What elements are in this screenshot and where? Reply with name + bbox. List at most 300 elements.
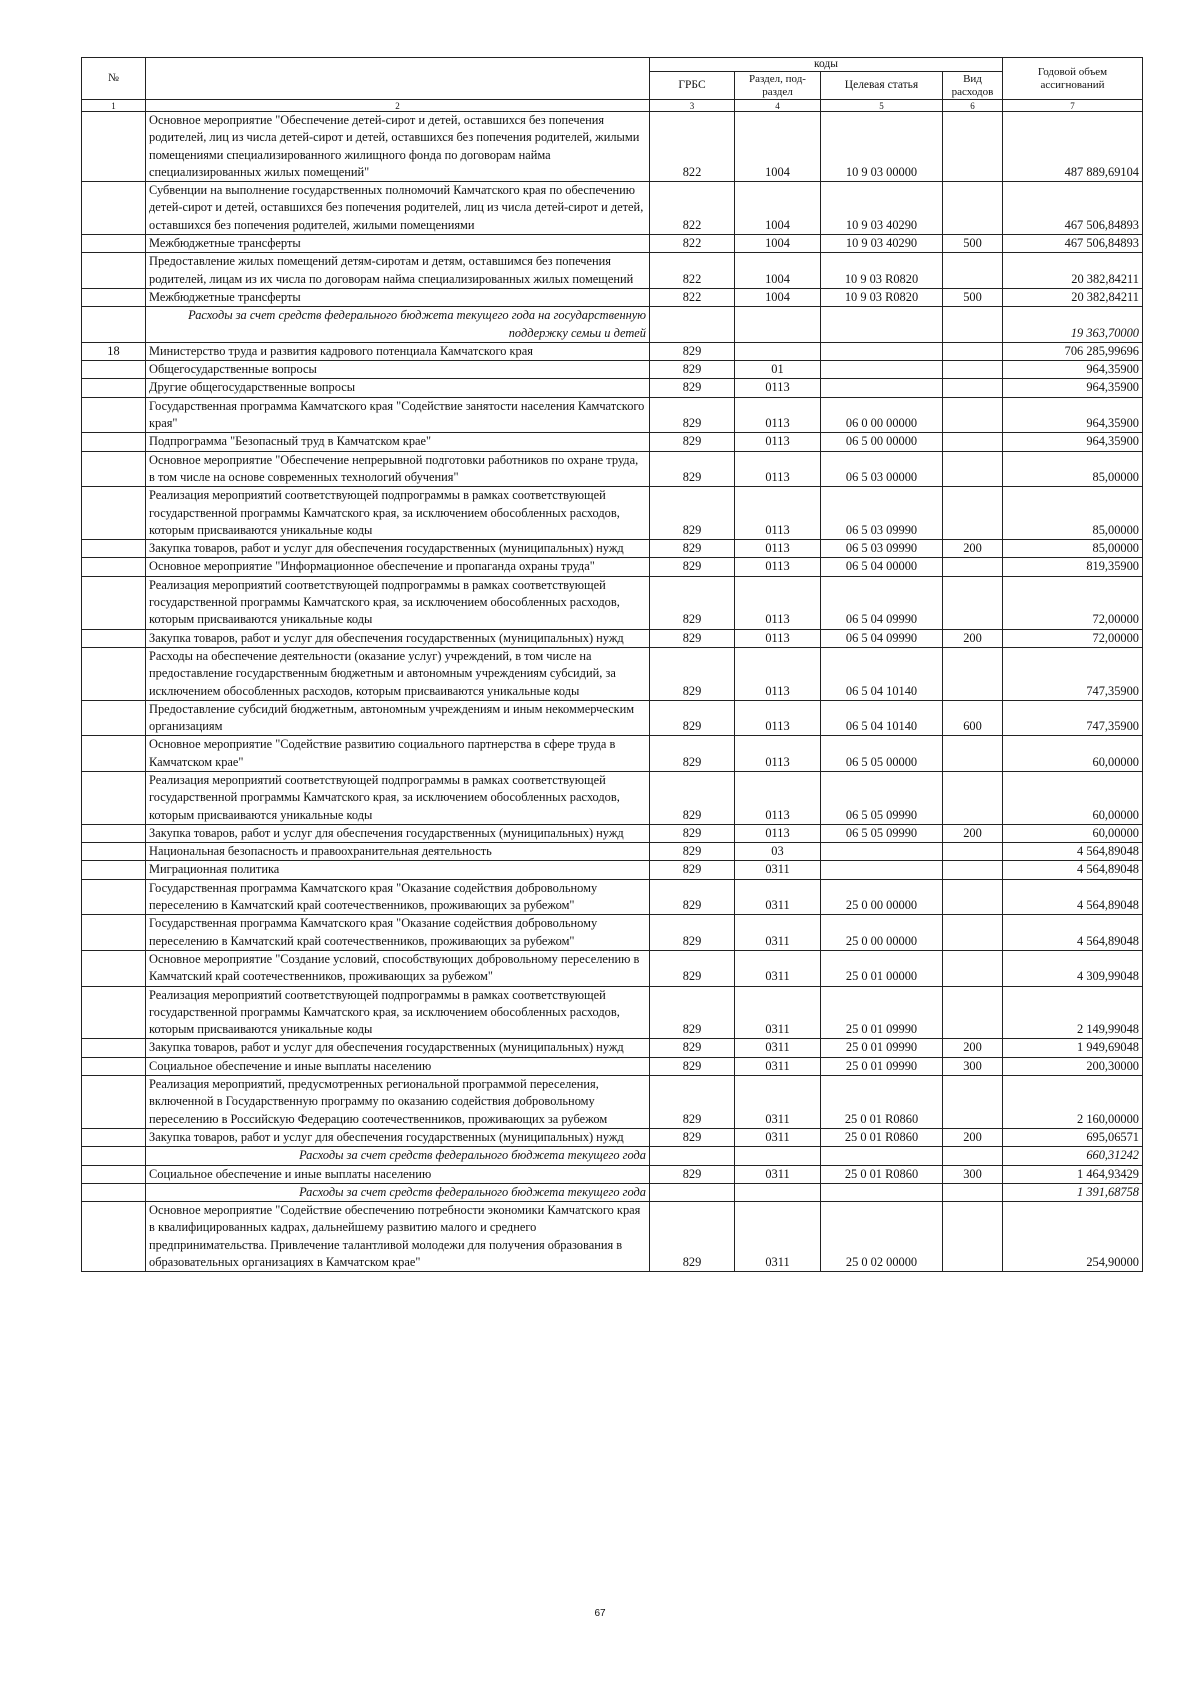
row-grbs: 822 <box>650 235 735 253</box>
row-number <box>82 540 146 558</box>
row-name: Межбюджетные трансферты <box>146 235 650 253</box>
row-number <box>82 1202 146 1272</box>
table-row <box>82 342 1143 360</box>
row-name: Основное мероприятие "Обеспечение непрерывной подготовки работников по охране труда, в том числе на основе современных технологий обучения" <box>146 451 650 487</box>
row-amount: 2 149,99048 <box>1003 986 1143 1039</box>
row-name: Реализация мероприятий соответствующей подпрограммы в рамках соответствующей государственной программы Камчатского края, за исключением обособленных расходов, которым присваиваются уникальные коды <box>146 576 650 629</box>
row-number <box>82 433 146 451</box>
row-name: Закупка товаров, работ и услуг для обеспечения государственных (муниципальных) нужд <box>146 1039 650 1057</box>
row-target-article: 25 0 01 00000 <box>821 950 943 986</box>
row-number <box>82 182 146 235</box>
row-razdel: 1004 <box>735 235 821 253</box>
row-number <box>82 1147 146 1165</box>
row-expense-type <box>943 843 1003 861</box>
row-target-article: 06 5 05 09990 <box>821 771 943 824</box>
row-grbs: 829 <box>650 950 735 986</box>
row-amount: 1 391,68758 <box>1003 1183 1143 1201</box>
row-target-article <box>821 861 943 879</box>
row-expense-type <box>943 576 1003 629</box>
row-expense-type <box>943 647 1003 700</box>
row-amount: 200,30000 <box>1003 1057 1143 1075</box>
row-expense-type <box>943 253 1003 289</box>
row-name: Социальное обеспечение и иные выплаты населению <box>146 1057 650 1075</box>
row-target-article: 06 5 03 09990 <box>821 487 943 540</box>
row-expense-type <box>943 397 1003 433</box>
row-razdel: 0311 <box>735 1057 821 1075</box>
row-number <box>82 629 146 647</box>
row-number <box>82 576 146 629</box>
row-grbs: 829 <box>650 433 735 451</box>
row-target-article: 25 0 00 00000 <box>821 879 943 915</box>
row-razdel: 01 <box>735 361 821 379</box>
row-number <box>82 1128 146 1146</box>
row-name: Миграционная политика <box>146 861 650 879</box>
row-target-article: 25 0 01 R0860 <box>821 1128 943 1146</box>
header-codes: коды <box>650 58 1003 72</box>
row-razdel: 0113 <box>735 736 821 772</box>
row-number <box>82 986 146 1039</box>
row-grbs: 829 <box>650 771 735 824</box>
row-target-article <box>821 843 943 861</box>
row-amount: 20 382,84211 <box>1003 288 1143 306</box>
row-amount: 695,06571 <box>1003 1128 1143 1146</box>
row-number <box>82 950 146 986</box>
table-row <box>82 1057 1143 1075</box>
row-razdel: 0113 <box>735 629 821 647</box>
col-number: 1 <box>82 100 146 112</box>
row-name: Реализация мероприятий соответствующей подпрограммы в рамках соответствующей государственной программы Камчатского края, за исключением обособленных расходов, которым присваиваются уникальные коды <box>146 487 650 540</box>
table-row <box>82 397 1143 433</box>
row-grbs: 829 <box>650 700 735 736</box>
row-target-article <box>821 1147 943 1165</box>
row-name: Реализация мероприятий соответствующей подпрограммы в рамках соответствующей государственной программы Камчатского края, за исключением обособленных расходов, которым присваиваются уникальные коды <box>146 986 650 1039</box>
row-amount: 60,00000 <box>1003 736 1143 772</box>
row-number <box>82 647 146 700</box>
row-expense-type <box>943 1076 1003 1129</box>
row-razdel: 0113 <box>735 824 821 842</box>
row-target-article: 25 0 01 R0860 <box>821 1076 943 1129</box>
row-target-article <box>821 307 943 343</box>
row-grbs: 829 <box>650 861 735 879</box>
table-row <box>82 771 1143 824</box>
header-name <box>146 58 650 100</box>
row-target-article: 25 0 00 00000 <box>821 915 943 951</box>
row-grbs: 829 <box>650 1076 735 1129</box>
row-razdel: 0113 <box>735 379 821 397</box>
row-number <box>82 736 146 772</box>
row-expense-type <box>943 112 1003 182</box>
row-name: Национальная безопасность и правоохранительная деятельность <box>146 843 650 861</box>
row-razdel: 03 <box>735 843 821 861</box>
row-grbs: 829 <box>650 647 735 700</box>
row-razdel: 1004 <box>735 253 821 289</box>
row-expense-type <box>943 915 1003 951</box>
row-target-article: 25 0 01 09990 <box>821 1039 943 1057</box>
row-name: Межбюджетные трансферты <box>146 288 650 306</box>
row-name: Расходы за счет средств федерального бюджета текущего года на государственную поддержку семьи и детей <box>146 307 650 343</box>
row-number <box>82 861 146 879</box>
row-expense-type <box>943 986 1003 1039</box>
col-number: 4 <box>735 100 821 112</box>
row-name: Подпрограмма "Безопасный труд в Камчатском крае" <box>146 433 650 451</box>
row-amount: 964,35900 <box>1003 361 1143 379</box>
row-grbs <box>650 1147 735 1165</box>
row-amount: 4 564,89048 <box>1003 843 1143 861</box>
row-grbs: 829 <box>650 843 735 861</box>
row-number <box>82 397 146 433</box>
row-number <box>82 700 146 736</box>
row-target-article <box>821 1183 943 1201</box>
row-number <box>82 1165 146 1183</box>
row-amount: 60,00000 <box>1003 771 1143 824</box>
row-target-article: 06 5 03 00000 <box>821 451 943 487</box>
row-name: Общегосударственные вопросы <box>146 361 650 379</box>
table-row <box>82 379 1143 397</box>
row-razdel: 0113 <box>735 647 821 700</box>
row-grbs: 829 <box>650 629 735 647</box>
row-expense-type <box>943 451 1003 487</box>
row-grbs: 829 <box>650 915 735 951</box>
row-razdel: 0311 <box>735 1128 821 1146</box>
row-amount: 660,31242 <box>1003 1147 1143 1165</box>
row-name: Реализация мероприятий соответствующей подпрограммы в рамках соответствующей государственной программы Камчатского края, за исключением обособленных расходов, которым присваиваются уникальные коды <box>146 771 650 824</box>
row-razdel <box>735 1183 821 1201</box>
row-expense-type <box>943 1202 1003 1272</box>
row-razdel: 0113 <box>735 397 821 433</box>
note-row <box>82 1183 1143 1201</box>
row-name: Расходы за счет средств федерального бюджета текущего года <box>146 1147 650 1165</box>
row-target-article: 06 5 05 00000 <box>821 736 943 772</box>
row-razdel: 0113 <box>735 700 821 736</box>
row-expense-type: 300 <box>943 1057 1003 1075</box>
row-name: Основное мероприятие "Содействие развитию социального партнерства в сфере труда в Камчатском крае" <box>146 736 650 772</box>
table-row <box>82 361 1143 379</box>
row-expense-type <box>943 861 1003 879</box>
row-expense-type <box>943 342 1003 360</box>
row-amount: 964,35900 <box>1003 397 1143 433</box>
row-amount: 4 564,89048 <box>1003 915 1143 951</box>
row-name: Государственная программа Камчатского края "Содействие занятости населения Камчатского края" <box>146 397 650 433</box>
row-number <box>82 235 146 253</box>
row-number <box>82 843 146 861</box>
row-razdel: 0311 <box>735 861 821 879</box>
row-target-article: 10 9 03 R0820 <box>821 288 943 306</box>
table-header <box>82 58 1143 112</box>
row-expense-type <box>943 1183 1003 1201</box>
note-row <box>82 1147 1143 1165</box>
row-expense-type <box>943 771 1003 824</box>
row-amount: 85,00000 <box>1003 487 1143 540</box>
row-target-article: 06 5 04 10140 <box>821 700 943 736</box>
table-row <box>82 647 1143 700</box>
table-row <box>82 451 1143 487</box>
row-target-article: 06 5 04 09990 <box>821 629 943 647</box>
row-amount: 85,00000 <box>1003 540 1143 558</box>
table-row <box>82 950 1143 986</box>
row-grbs: 829 <box>650 487 735 540</box>
table-row <box>82 700 1143 736</box>
row-grbs: 829 <box>650 576 735 629</box>
row-grbs <box>650 307 735 343</box>
row-grbs: 829 <box>650 824 735 842</box>
row-number <box>82 361 146 379</box>
row-target-article <box>821 379 943 397</box>
row-razdel: 0113 <box>735 771 821 824</box>
row-amount: 4 564,89048 <box>1003 861 1143 879</box>
row-razdel: 0311 <box>735 950 821 986</box>
row-name: Реализация мероприятий, предусмотренных региональной программой переселения, включенной в Государственную программу по оказанию содействия добровольному переселению в Российскую Федерацию соотечественников, проживающих за рубежом <box>146 1076 650 1129</box>
row-target-article: 06 0 00 00000 <box>821 397 943 433</box>
row-grbs: 829 <box>650 1202 735 1272</box>
table-row <box>82 1202 1143 1272</box>
row-target-article: 25 0 01 09990 <box>821 1057 943 1075</box>
row-amount: 85,00000 <box>1003 451 1143 487</box>
row-amount: 487 889,69104 <box>1003 112 1143 182</box>
row-grbs: 829 <box>650 1057 735 1075</box>
table-row <box>82 288 1143 306</box>
row-target-article: 06 5 04 09990 <box>821 576 943 629</box>
table-row <box>82 915 1143 951</box>
row-expense-type: 200 <box>943 540 1003 558</box>
row-name: Основное мероприятие "Содействие обеспечению потребности экономики Камчатского края в квалифицированных кадрах, дальнейшему развитию малого и среднего предпринимательства. Привлечение талантливой молодежи для получения образования в образовательных организациях в Камчатском крае" <box>146 1202 650 1272</box>
row-grbs: 829 <box>650 540 735 558</box>
row-expense-type: 500 <box>943 235 1003 253</box>
table-row <box>82 824 1143 842</box>
row-name: Основное мероприятие "Обеспечение детей-сирот и детей, оставшихся без попечения родителей, лиц из числа детей-сирот и детей, оставшихся без попечения родителей, жилыми помещениями специализированного жилищного фонда по договорам найма специализированных жилых помещений" <box>146 112 650 182</box>
row-amount: 4 564,89048 <box>1003 879 1143 915</box>
row-grbs: 829 <box>650 1128 735 1146</box>
row-number <box>82 915 146 951</box>
row-expense-type <box>943 361 1003 379</box>
row-number <box>82 1057 146 1075</box>
row-target-article: 10 9 03 40290 <box>821 182 943 235</box>
row-amount: 4 309,99048 <box>1003 950 1143 986</box>
row-amount: 60,00000 <box>1003 824 1143 842</box>
row-number: 18 <box>82 342 146 360</box>
row-name: Основное мероприятие "Информационное обеспечение и пропаганда охраны труда" <box>146 558 650 576</box>
table-row <box>82 576 1143 629</box>
row-expense-type <box>943 950 1003 986</box>
row-grbs: 829 <box>650 986 735 1039</box>
row-razdel: 0113 <box>735 558 821 576</box>
row-target-article: 25 0 02 00000 <box>821 1202 943 1272</box>
row-number <box>82 1039 146 1057</box>
row-target-article: 06 5 04 10140 <box>821 647 943 700</box>
header-tselevaya: Целевая статья <box>821 72 943 100</box>
row-amount: 254,90000 <box>1003 1202 1143 1272</box>
row-grbs: 829 <box>650 879 735 915</box>
row-razdel: 0113 <box>735 451 821 487</box>
row-expense-type: 300 <box>943 1165 1003 1183</box>
header-grbs: ГРБС <box>650 72 735 100</box>
header-razdel: Раздел, под-раздел <box>735 72 821 100</box>
row-razdel: 0311 <box>735 986 821 1039</box>
row-name: Основное мероприятие "Создание условий, способствующих добровольному переселению в Камчатский край соотечественников, проживающих за рубежом" <box>146 950 650 986</box>
row-number <box>82 824 146 842</box>
row-amount: 2 160,00000 <box>1003 1076 1143 1129</box>
row-amount: 19 363,70000 <box>1003 307 1143 343</box>
row-name: Министерство труда и развития кадрового потенциала Камчатского края <box>146 342 650 360</box>
row-razdel: 1004 <box>735 112 821 182</box>
row-amount: 964,35900 <box>1003 433 1143 451</box>
row-expense-type <box>943 379 1003 397</box>
row-target-article: 25 0 01 09990 <box>821 986 943 1039</box>
table-row <box>82 182 1143 235</box>
row-name: Социальное обеспечение и иные выплаты населению <box>146 1165 650 1183</box>
row-number <box>82 379 146 397</box>
row-expense-type: 200 <box>943 824 1003 842</box>
row-amount: 964,35900 <box>1003 379 1143 397</box>
table-row <box>82 112 1143 182</box>
row-number <box>82 1183 146 1201</box>
row-razdel: 0113 <box>735 576 821 629</box>
row-name: Закупка товаров, работ и услуг для обеспечения государственных (муниципальных) нужд <box>146 1128 650 1146</box>
row-razdel: 0311 <box>735 1165 821 1183</box>
row-expense-type <box>943 307 1003 343</box>
row-number <box>82 307 146 343</box>
row-razdel: 1004 <box>735 182 821 235</box>
col-number: 7 <box>1003 100 1143 112</box>
table-row <box>82 861 1143 879</box>
row-target-article: 10 9 03 40290 <box>821 235 943 253</box>
row-razdel: 0311 <box>735 1202 821 1272</box>
row-amount: 1 464,93429 <box>1003 1165 1143 1183</box>
table-row <box>82 1076 1143 1129</box>
row-target-article: 10 9 03 R0820 <box>821 253 943 289</box>
row-number <box>82 487 146 540</box>
row-razdel <box>735 1147 821 1165</box>
row-amount: 20 382,84211 <box>1003 253 1143 289</box>
row-grbs: 822 <box>650 288 735 306</box>
row-name: Предоставление жилых помещений детям-сиротам и детям, оставшимся без попечения родителей, лицам из их числа по договорам найма специализированных жилых помещений <box>146 253 650 289</box>
row-expense-type <box>943 1147 1003 1165</box>
row-grbs: 829 <box>650 736 735 772</box>
row-number <box>82 558 146 576</box>
row-grbs: 822 <box>650 253 735 289</box>
row-grbs: 829 <box>650 1165 735 1183</box>
col-number: 2 <box>146 100 650 112</box>
row-expense-type <box>943 433 1003 451</box>
row-grbs: 822 <box>650 182 735 235</box>
table-row <box>82 629 1143 647</box>
row-grbs: 822 <box>650 112 735 182</box>
table-row <box>82 843 1143 861</box>
row-number <box>82 253 146 289</box>
row-razdel: 0311 <box>735 1039 821 1057</box>
row-razdel: 0113 <box>735 433 821 451</box>
row-grbs: 829 <box>650 361 735 379</box>
row-expense-type <box>943 558 1003 576</box>
row-grbs: 829 <box>650 1039 735 1057</box>
row-target-article: 06 5 00 00000 <box>821 433 943 451</box>
row-name: Другие общегосударственные вопросы <box>146 379 650 397</box>
row-amount: 1 949,69048 <box>1003 1039 1143 1057</box>
row-razdel: 0311 <box>735 1076 821 1129</box>
table-row <box>82 986 1143 1039</box>
row-expense-type <box>943 736 1003 772</box>
row-target-article: 25 0 01 R0860 <box>821 1165 943 1183</box>
row-number <box>82 451 146 487</box>
row-number <box>82 112 146 182</box>
note-row <box>82 307 1143 343</box>
row-name: Расходы за счет средств федерального бюджета текущего года <box>146 1183 650 1201</box>
row-amount: 467 506,84893 <box>1003 235 1143 253</box>
row-expense-type <box>943 879 1003 915</box>
row-razdel: 0311 <box>735 915 821 951</box>
budget-table <box>81 57 1143 1272</box>
row-grbs <box>650 1183 735 1201</box>
row-expense-type: 200 <box>943 629 1003 647</box>
row-amount: 747,35900 <box>1003 700 1143 736</box>
row-name: Государственная программа Камчатского края "Оказание содействия добровольному переселению в Камчатский край соотечественников, проживающих за рубежом" <box>146 879 650 915</box>
row-target-article <box>821 342 943 360</box>
row-amount: 819,35900 <box>1003 558 1143 576</box>
row-amount: 72,00000 <box>1003 629 1143 647</box>
row-expense-type <box>943 487 1003 540</box>
row-number <box>82 288 146 306</box>
row-target-article: 06 5 04 00000 <box>821 558 943 576</box>
row-number <box>82 1076 146 1129</box>
row-target-article <box>821 361 943 379</box>
table-row <box>82 1039 1143 1057</box>
row-expense-type: 200 <box>943 1039 1003 1057</box>
row-amount: 747,35900 <box>1003 647 1143 700</box>
row-expense-type <box>943 182 1003 235</box>
table-row <box>82 253 1143 289</box>
row-expense-type: 600 <box>943 700 1003 736</box>
page-number: 67 <box>594 1608 606 1619</box>
row-razdel: 1004 <box>735 288 821 306</box>
table-row <box>82 1165 1143 1183</box>
table-row <box>82 736 1143 772</box>
row-target-article: 10 9 03 00000 <box>821 112 943 182</box>
row-name: Субвенции на выполнение государственных полномочий Камчатского края по обеспечению детей-сирот и детей, оставшихся без попечения родителей, лиц из числа детей-сирот и детей, оставшихся без попечения родителей, жилыми помещениями <box>146 182 650 235</box>
row-razdel <box>735 342 821 360</box>
table-row <box>82 879 1143 915</box>
row-target-article: 06 5 03 09990 <box>821 540 943 558</box>
row-name: Закупка товаров, работ и услуг для обеспечения государственных (муниципальных) нужд <box>146 629 650 647</box>
row-expense-type: 500 <box>943 288 1003 306</box>
table-row <box>82 235 1143 253</box>
row-razdel <box>735 307 821 343</box>
row-name: Закупка товаров, работ и услуг для обеспечения государственных (муниципальных) нужд <box>146 824 650 842</box>
row-number <box>82 879 146 915</box>
header-num: № <box>82 58 146 100</box>
row-grbs: 829 <box>650 558 735 576</box>
row-amount: 72,00000 <box>1003 576 1143 629</box>
table-row <box>82 558 1143 576</box>
table-row <box>82 433 1143 451</box>
row-expense-type: 200 <box>943 1128 1003 1146</box>
row-target-article: 06 5 05 09990 <box>821 824 943 842</box>
header-vid: Вид расходов <box>943 72 1003 100</box>
row-amount: 706 285,99696 <box>1003 342 1143 360</box>
table-body <box>82 112 1143 1272</box>
table-row <box>82 1128 1143 1146</box>
row-name: Государственная программа Камчатского края "Оказание содействия добровольному переселению в Камчатский край соотечественников, проживающих за рубежом" <box>146 915 650 951</box>
col-number: 3 <box>650 100 735 112</box>
row-grbs: 829 <box>650 379 735 397</box>
row-grbs: 829 <box>650 451 735 487</box>
row-grbs: 829 <box>650 342 735 360</box>
row-razdel: 0311 <box>735 879 821 915</box>
row-number <box>82 771 146 824</box>
table-row <box>82 487 1143 540</box>
table-row <box>82 540 1143 558</box>
row-name: Расходы на обеспечение деятельности (оказание услуг) учреждений, в том числе на предоставление государственным бюджетным и автономным учреждениям субсидий, за исключением обособленных расходов, которым присваиваются уникальные коды <box>146 647 650 700</box>
col-number: 6 <box>943 100 1003 112</box>
row-razdel: 0113 <box>735 540 821 558</box>
